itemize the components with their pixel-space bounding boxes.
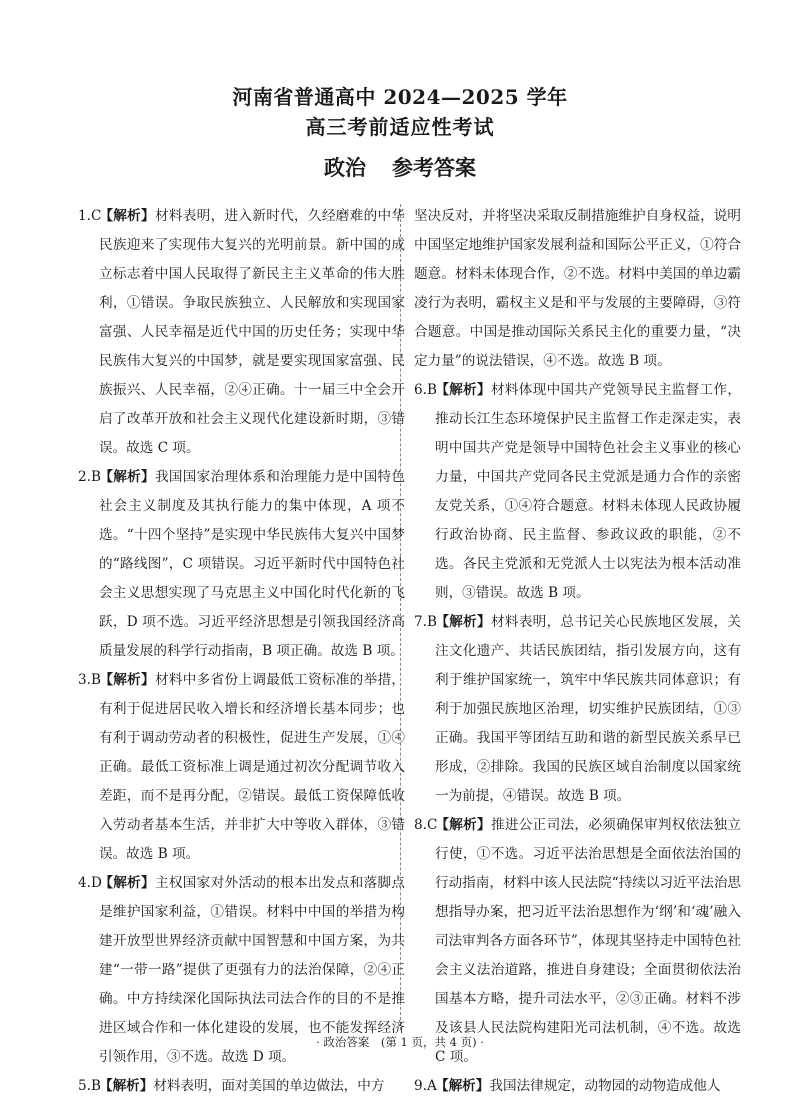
item-text: 推进公正司法，必须确保审判权依法独立行使，①不选。习近平法治思想是全面依法治国的行动指南，材料中该人民法院“持续以习近平法治思想指导办案，把习近平法治思想作为‘纲’和‘魂’融入司法审判各方面各环节”，体现其坚持走中国特色社会主义法治道路，推进自身建设；全面贯彻依法治国基本方略，提升司法水平，②③正确。材料不涉及该县人民法院构建阳光司法机制，④不选。故选 C 项。 (435, 817, 742, 1065)
page-footer: · 政治答案 (第 1 页，共 4 页) · (316, 1035, 484, 1049)
item-number: 4.D (78, 875, 102, 891)
analysis-tag: 【解析】 (435, 1078, 490, 1094)
exam-title-line2: 高三考前适应性考试 (305, 115, 495, 139)
answer-key-label: 参考答案 (392, 155, 476, 180)
item-number: 6.B (414, 382, 437, 398)
answer-item-2 (78, 463, 405, 666)
item-text: 材料表明，面对美国的单边做法，中方 (153, 1078, 385, 1094)
item-text: 材料体现中国共产党领导民主监督工作，推动长江生态环境保护民主监督工作走深走实，表明中国共产党是领导中国特色社会主义事业的核心力量，中国共产党同各民主党派是通力合作的亲密友党关系，①④符合题意。材料未体现人民政协履行政治协商、民主监督、参政议政的职能，②不选。各民主党派和无党派人士以宪法为根本活动准则，③错误。故选 B 项。 (435, 382, 742, 601)
analysis-tag: 【解析】 (99, 875, 155, 891)
analysis-tag: 【解析】 (435, 614, 491, 630)
right-column (414, 202, 741, 1101)
item-text: 我国法律规定，动物园的动物造成他人 (489, 1078, 721, 1094)
answer-key-title (0, 148, 800, 188)
analysis-tag: 【解析】 (99, 672, 155, 688)
answer-item-3 (78, 666, 405, 869)
answer-item-6 (414, 376, 741, 608)
analysis-tag: 【解析】 (99, 469, 155, 485)
item-number: 5.B (78, 1078, 101, 1094)
analysis-tag: 【解析】 (435, 817, 491, 833)
left-column (78, 202, 405, 1101)
item-number: 1.C (78, 208, 102, 224)
exam-title-line1: 河南省普通高中 2024—2025 学年 (232, 85, 568, 109)
item-number: 8.C (414, 817, 438, 833)
analysis-tag: 【解析】 (99, 208, 155, 224)
document-header (0, 82, 800, 188)
item-text: 材料表明，总书记关心民族地区发展，关注文化遗产、共话民族团结，指引发展方向，这有利于维护国家统一，筑牢中华民族共同体意识；有利于加强民族地区治理，切实维护民族团结，①③正确。我国平等团结互助和谐的新型民族关系早已形成，②排除。我国的民族区域自治制度以国家统一为前提，④错误。故选 B 项。 (435, 614, 742, 804)
answer-item-8 (414, 811, 741, 1072)
answer-item-1 (78, 202, 405, 463)
item-text: 材料表明，进入新时代，久经磨难的中华民族迎来了实现伟大复兴的光明前景。新中国的成立标志着中国人民取得了新民主主义革命的伟大胜利，①错误。争取民族独立、人民解放和实现国家富强、人民幸福是近代中国的历史任务；实现中华民族伟大复兴的中国梦，就是要实现国家富强、民族振兴、人民幸福，②④正确。十一届三中全会开启了改革开放和社会主义现代化建设新时期，③错误。故选 C 项。 (99, 208, 406, 456)
item-text: 主权国家对外活动的根本出发点和落脚点是维护国家利益，①错误。材料中中国的举措为构建开放型世界经济贡献中国智慧和中国方案，为共建“一带一路”提供了更强有力的法治保障，②④正确。中方持续深化国际执法司法合作的目的不是推进区域合作和一体化建设的发展，也不能发挥经济引领作用，③不选。故选 D 项。 (99, 875, 406, 1065)
analysis-tag: 【解析】 (99, 1078, 154, 1094)
item-text: 材料中多省份上调最低工资标准的举措，有利于促进居民收入增长和经济增长基本同步；也有利于调动劳动者的积极性，促进生产发展，①④正确。最低工资标准上调是通过初次分配调节收入差距，而不是再分配，②错误。最低工资保障低收入劳动者基本生活，并非扩大中等收入群体，③错误。故选 B 项。 (99, 672, 406, 862)
subject-label: 政治 (324, 155, 366, 180)
item-number: 7.B (414, 614, 437, 630)
answer-item-5-continued: 坚决反对，并将坚决采取反制措施维护自身权益，说明中国坚定地维护国家发展利益和国际公平正义，①符合题意。材料未体现合作，②不选。材料中美国的单边霸凌行为表明，霸权主义是和平与发展的主要障碍，③符合题意。中国是推动国际关系民主化的重要力量，“决定力量”的说法错误，④不选。故选 B 项。 (414, 208, 741, 369)
answer-item-9 (414, 1072, 741, 1101)
answer-item-7 (414, 608, 741, 811)
analysis-tag: 【解析】 (435, 382, 491, 398)
item-text: 我国国家治理体系和治理能力是中国特色社会主义制度及其执行能力的集中体现，A 项不选。“十四个坚持”是实现中华民族伟大复兴中国梦的“路线图”，C 项错误。习近平新时代中国特色社会主义思想实现了马克思主义中国化时代化新的飞跃，D 项不选。习近平经济思想是引领我国经济高质量发展的科学行动指南，B 项正确。故选 B 项。 (99, 469, 406, 659)
item-number: 3.B (78, 672, 101, 688)
answer-item-5 (78, 1072, 405, 1101)
item-number: 2.B (78, 469, 101, 485)
item-number: 9.A (414, 1078, 437, 1094)
